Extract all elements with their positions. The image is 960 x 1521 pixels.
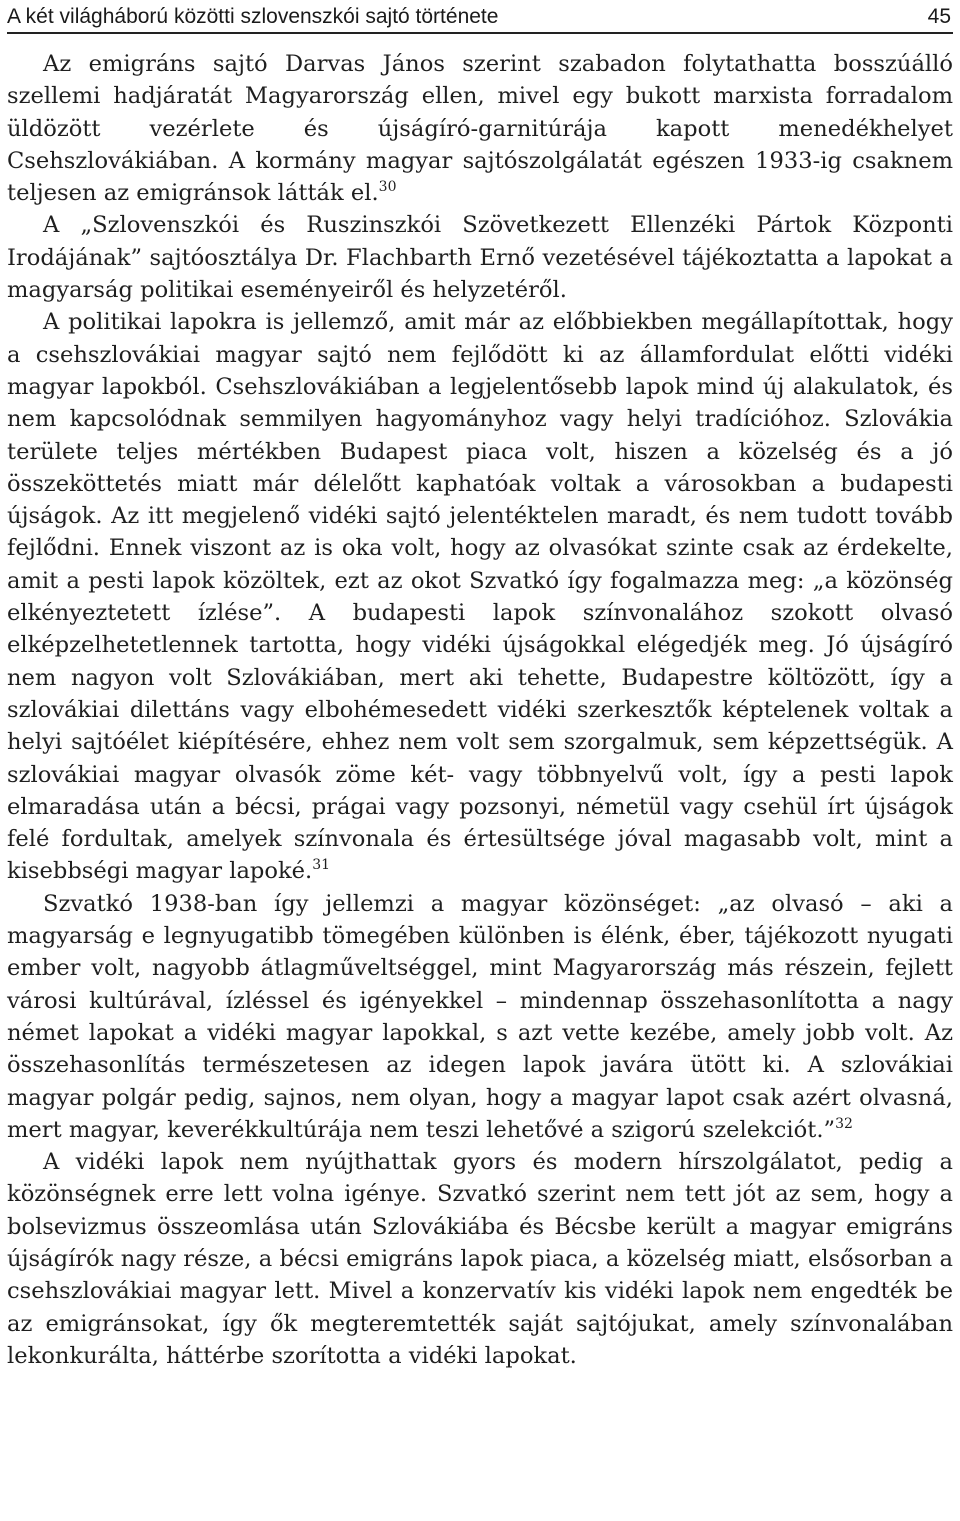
paragraph-text: A politikai lapokra is jellemző, amit már az előbbiekben megállapítottak, hogy a csehszlovákiai magyar sajtó nem fejlődött ki az államfordulat előtti vidéki magyar lapokból. Csehszlovákiában a legjelentősebb lapok mind új alakulatok, és nem kapcsolódnak semmilyen hagyományhoz vagy helyi tradícióhoz. Szlovákia területe teljes mértékben Budapest piaca volt, hiszen a közelség és a jó összeköttetés miatt már délelőtt kaphatóak voltak a városokban a budapesti újságok. Az itt megjelenő vidéki sajtó jelentéktelen maradt, és nem tudott tovább fejlődni. Ennek viszont az is oka volt, hogy az olvasókat szinte csak az érdekelte, amit a pesti lapok közöltek, ezt az okot Szvatkó így fogalmazza meg: „a közönség elkényeztetett ízlése”. A budapesti lapok színvonalához szokott olvasó elképzelhetetlennek tartotta, hogy vidéki újságokkal elégedjék meg. Jó újságíró nem nagyon volt Szlovákiában, mert aki tehette, Budapestre költözött, így a szlovákiai dilettáns vagy elbohémesedett vidéki szerkesztők képtelenek voltak a helyi sajtóélet kiépítésére, ehhez nem volt sem szorgalmuk, sem képzettségük. A szlovákiai magyar olvasók zöme két- vagy többnyelvű volt, így a pesti lapok elmaradása után a bécsi, prágai vagy pozsonyi, németül vagy csehül írt újságok felé fordultak, amelyek színvonala és értesültsége jóval magasabb volt, mint a kisebbségi magyar lapoké. — [7, 309, 953, 885]
page-number: 45 — [927, 5, 951, 28]
running-header — [7, 2, 953, 34]
paragraph — [7, 306, 953, 887]
paragraph-text: A vidéki lapok nem nyújthattak gyors és modern hírszolgálatot, pedig a közönségnek erre lett volna igénye. Szvatkó szerint nem tett jót az sem, hogy a bolsevizmus összeomlása után Szlovákiába és Bécsbe került a magyar emigráns újságírók nagy része, a bécsi emigráns lapok piaca, a közelség miatt, elsősorban a csehszlovákiai magyar lett. Mivel a konzervatív kis vidéki lapok nem engedték be az emigránsokat, így ők megteremtették saját sajtójukat, amely színvonalában lekonkurálta, háttérbe szorította a vidéki lapokat. — [7, 1149, 953, 1369]
paragraph-text: A „Szlovenszkói és Ruszinszkói Szövetkezett Ellenzéki Pártok Központi Irodájának” sajtóosztálya Dr. Flachbarth Ernő vezetésével tájékoztatta a lapokat a magyarság politikai eseményeiről és helyzetéről. — [7, 212, 953, 304]
paragraph-text: Az emigráns sajtó Darvas János szerint szabadon folytathatta bosszúálló szellemi hadjáratát Magyarország ellen, mivel egy bukott marxista forradalom üldözött vezérlete és újságíró-garnitúrája kapott menedékhelyet Csehszlovákiában. A kormány magyar sajtószolgálatát egészen 1933-ig csaknem teljesen az emigránsok látták el. — [7, 51, 953, 207]
running-title: A két világháború közötti szlovenszkói sajtó története — [7, 5, 499, 28]
footnote-ref[interactable]: 30 — [378, 179, 397, 196]
paragraph — [7, 888, 953, 1146]
paragraph — [7, 1146, 953, 1372]
paragraph — [7, 209, 953, 306]
footnote-ref[interactable]: 31 — [312, 857, 331, 874]
body-text — [7, 48, 953, 1372]
paragraph-text: Szvatkó 1938-ban így jellemzi a magyar közönséget: „az olvasó – aki a magyarság e legnyugatibb tömegében különben is élénk, éber, tájékozott nyugati ember volt, nagyobb átlagműveltséggel, mint Magyarország más részein, fejlett városi kultúrával, ízléssel és igényekkel – mindennap összehasonlította a nagy német lapokat a vidéki magyar lapokkal, s azt vette kezébe, amely jobb volt. Az összehasonlítás természetesen az idegen lapok javára ütött ki. A szlovákiai magyar polgár pedig, sajnos, nem olyan, hogy a magyar lapot csak azért olvasná, mert magyar, keverékkultúrája nem teszi lehetővé a szigorú szelekciót.” — [7, 890, 953, 1143]
footnote-ref[interactable]: 32 — [835, 1115, 853, 1132]
paragraph — [7, 48, 953, 209]
